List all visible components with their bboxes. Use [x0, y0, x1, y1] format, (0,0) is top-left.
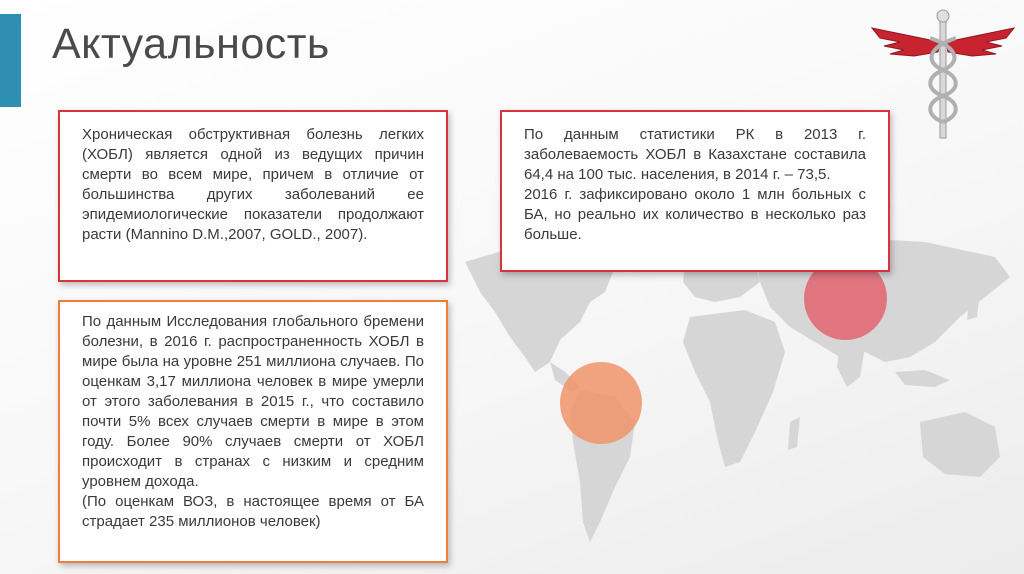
- slide-title: Актуальность: [52, 20, 330, 68]
- title-accent-bar: [0, 14, 21, 107]
- kazakhstan-copd-incidence: По данным статистики РК в 2013 г. заболеваемость ХОБЛ в Казахстане составила 64,4 на 100 тыс. населения, в 2014 г. – 73,5.: [524, 126, 866, 183]
- who-asthma-estimate: (По оценкам ВОЗ, в настоящее время от БА страдает 235 миллионов человек): [82, 493, 424, 530]
- global-burden-box: [58, 300, 448, 563]
- caduceus-icon: [870, 8, 1016, 142]
- copd-mortality-box: [58, 110, 448, 282]
- copd-mortality-text: Хроническая обструктивная болезнь легких (ХОБЛ) является одной из ведущих причин смерти во всем мире, причем в отличие от большинства других заболеваний ее эпидемиологические показатели продолжают расти (Mannino D.M.,2007, GOLD., 2007).: [82, 126, 424, 243]
- world-map: [455, 222, 1020, 567]
- kazakhstan-statistics-box: [500, 110, 890, 272]
- kazakhstan-asthma-count: 2016 г. зафиксировано около 1 млн больных с БА, но реально их количество в несколько раз больше.: [524, 186, 866, 243]
- highlight-circle-south-america: [560, 362, 642, 444]
- global-burden-text: По данным Исследования глобального бремени болезни, в 2016 г. распространенность ХОБЛ в мире была на уровне 251 миллиона случаев. По оценкам 3,17 миллиона человек в мире умерли от этого заболевания в 2015 г., что составило почти 5% всех случаев смерти в мире в этом году. Более 90% случаев смерти от ХОБЛ происходит в странах с низким и средним уровнем дохода.: [82, 313, 424, 490]
